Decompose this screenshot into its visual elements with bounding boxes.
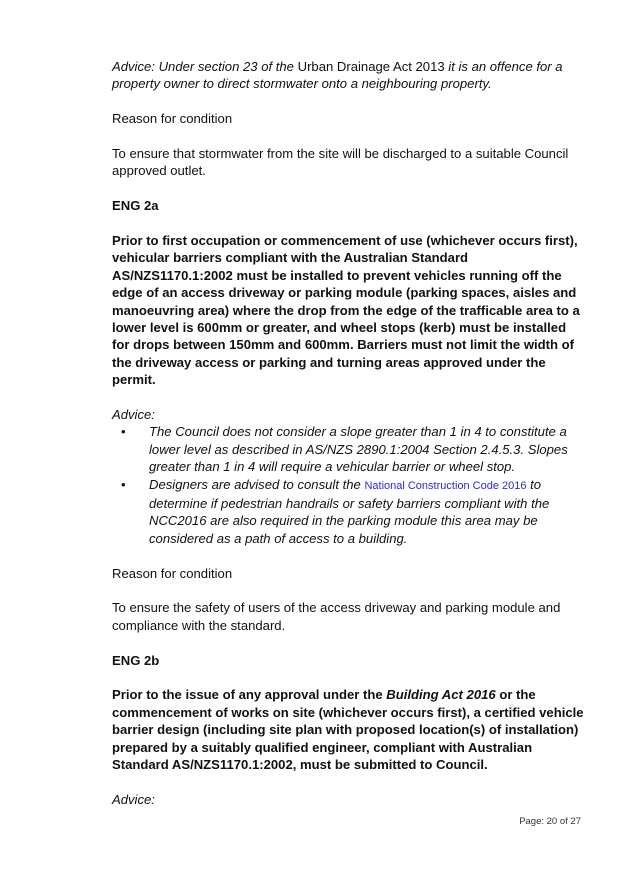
reason-label-2: Reason for condition bbox=[112, 565, 233, 581]
advice-prefix: Advice: Under section 23 of the bbox=[112, 59, 298, 74]
page-content bbox=[112, 58, 587, 826]
reason-text-2: To ensure the safety of users of the access driveway and parking module and compliance with the standard. bbox=[112, 600, 561, 633]
reason-text-1: To ensure that stormwater from the site will be discharged to a suitable Council approved outlet. bbox=[112, 146, 569, 179]
eng-2b-suffix: or the commencement of works on site (whichever occurs first), a certified vehicle barrier design (including site plan with proposed location(s) of installation) prepared by a suitably qualified engineer, compliant with Australian Standard AS/NZS1170.1:2002, must be submitted to Council. bbox=[112, 687, 584, 773]
bullet-icon: • bbox=[121, 424, 126, 440]
bullet-icon: • bbox=[121, 476, 126, 492]
ncc-2016-link[interactable]: National Construction Code 2016 bbox=[364, 479, 527, 492]
advice-suffix: it is an offence for a property owner to direct stormwater onto a neighbouring property. bbox=[112, 59, 563, 92]
building-act: Building Act 2016 bbox=[386, 687, 496, 703]
advice-bullet-item bbox=[112, 423, 587, 475]
advice-bullet-text: The Council does not consider a slope greater than 1 in 4 to constitute a lower level as described in AS/NZS 2890.1:2004 Section 2.4.5.3. Slopes greater than 1 in 4 will require a vehicular barrier or wheel stop. bbox=[149, 424, 568, 475]
stormwater-advice bbox=[112, 58, 587, 93]
eng-2a-advice-list bbox=[112, 423, 587, 547]
reason-label-1: Reason for condition bbox=[112, 111, 233, 127]
eng-2a-heading: ENG 2a bbox=[112, 198, 159, 214]
eng-2b-prefix: Prior to the issue of any approval under the bbox=[112, 687, 387, 703]
advice-bullet-suffix: to determine if pedestrian handrails or safety barriers compliant with the NCC2016 are also required in the parking module this area may be considered as a path of access to a building. bbox=[149, 476, 550, 546]
eng-2b-condition bbox=[112, 686, 587, 773]
urban-drainage-act: Urban Drainage Act 2013 bbox=[297, 59, 445, 74]
eng-2a-advice-label: Advice: bbox=[112, 407, 155, 423]
eng-2a-condition: Prior to first occupation or commencement of use (whichever occurs first), vehicular barriers compliant with the Australian Standard AS/NZS1170.1:2002 must be installed to prevent vehicles running off the edge of an access driveway or parking module (parking spaces, aisles and manoeuvring area) where the drop from the edge of the trafficable area to a lower level is 600mm or greater, and wheel stops (kerb) must be installed for drops between 150mm and 600mm. Barriers must not limit the width of the driveway access or parking and turning areas approved under the permit. bbox=[112, 233, 580, 388]
advice-bullet-prefix: Designers are advised to consult the bbox=[149, 476, 365, 492]
page-number: Page: 20 of 27 bbox=[519, 816, 581, 827]
eng-2b-heading: ENG 2b bbox=[112, 652, 160, 668]
advice-bullet-item bbox=[112, 476, 587, 548]
eng-2b-advice-label: Advice: bbox=[112, 791, 155, 807]
